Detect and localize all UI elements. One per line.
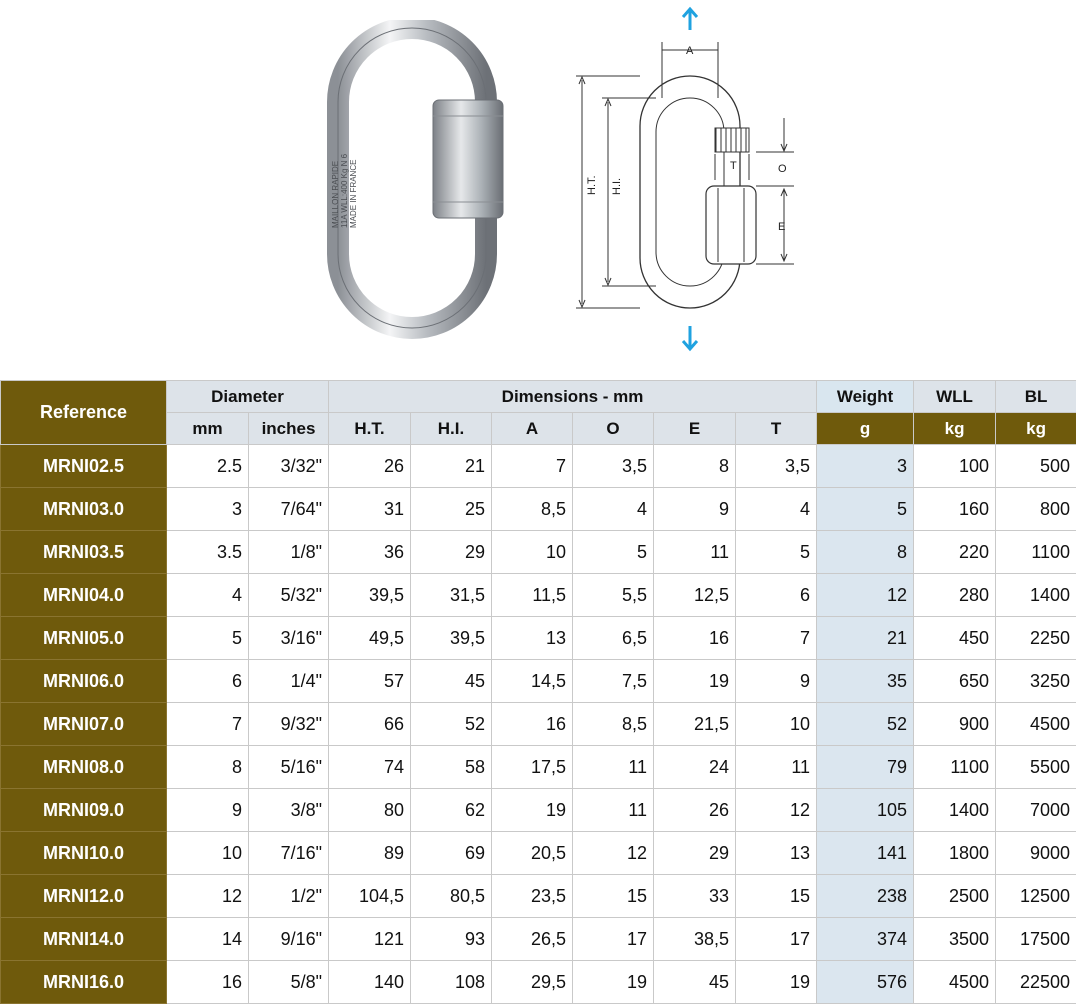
wll-cell: 220	[914, 531, 996, 574]
engraving-line-1: MAILLON RAPIDE	[331, 161, 340, 228]
bl-cell: 500	[996, 445, 1076, 488]
ht-cell: 49,5	[329, 617, 411, 660]
t-cell: 17	[736, 918, 817, 961]
table-row	[1, 746, 1076, 789]
reference-cell: MRNI07.0	[1, 703, 167, 746]
wll-cell: 4500	[914, 961, 996, 1004]
ht-cell: 31	[329, 488, 411, 531]
e-cell: 45	[654, 961, 736, 1004]
bl-cell: 2250	[996, 617, 1076, 660]
hi-cell: 39,5	[411, 617, 492, 660]
reference-cell: MRNI05.0	[1, 617, 167, 660]
wll-cell: 900	[914, 703, 996, 746]
diameter-mm-cell: 3	[167, 488, 249, 531]
reference-cell: MRNI06.0	[1, 660, 167, 703]
table-row	[1, 574, 1076, 617]
reference-cell: MRNI03.0	[1, 488, 167, 531]
subheader-wll-unit: kg	[914, 413, 996, 445]
t-cell: 6	[736, 574, 817, 617]
o-cell: 6,5	[573, 617, 654, 660]
t-cell: 3,5	[736, 445, 817, 488]
weight-cell: 5	[817, 488, 914, 531]
e-cell: 19	[654, 660, 736, 703]
ht-cell: 140	[329, 961, 411, 1004]
diameter-mm-cell: 9	[167, 789, 249, 832]
ht-cell: 121	[329, 918, 411, 961]
ht-cell: 80	[329, 789, 411, 832]
diagram-label-hi: H.I.	[611, 178, 623, 195]
a-cell: 19	[492, 789, 573, 832]
o-cell: 11	[573, 746, 654, 789]
e-cell: 33	[654, 875, 736, 918]
o-cell: 4	[573, 488, 654, 531]
diameter-mm-cell: 12	[167, 875, 249, 918]
weight-cell: 576	[817, 961, 914, 1004]
diameter-mm-cell: 14	[167, 918, 249, 961]
diameter-mm-cell: 7	[167, 703, 249, 746]
e-cell: 12,5	[654, 574, 736, 617]
diagram-label-t: T	[730, 160, 737, 172]
weight-cell: 52	[817, 703, 914, 746]
engraving-line-2: 11A WLL:400 Kg N 6	[340, 153, 349, 228]
hi-cell: 52	[411, 703, 492, 746]
bl-cell: 4500	[996, 703, 1076, 746]
subheader-e: E	[654, 413, 736, 445]
a-cell: 17,5	[492, 746, 573, 789]
diameter-header: Diameter	[167, 381, 329, 413]
diameter-mm-cell: 2.5	[167, 445, 249, 488]
a-cell: 20,5	[492, 832, 573, 875]
table-row	[1, 660, 1076, 703]
hi-cell: 80,5	[411, 875, 492, 918]
t-cell: 15	[736, 875, 817, 918]
load-arrow-up-icon	[683, 9, 697, 30]
a-cell: 23,5	[492, 875, 573, 918]
diameter-inches-cell: 1/4"	[249, 660, 329, 703]
o-cell: 7,5	[573, 660, 654, 703]
a-cell: 16	[492, 703, 573, 746]
e-cell: 16	[654, 617, 736, 660]
table-row	[1, 875, 1076, 918]
o-cell: 5	[573, 531, 654, 574]
diameter-inches-cell: 1/8"	[249, 531, 329, 574]
t-cell: 10	[736, 703, 817, 746]
diameter-mm-cell: 5	[167, 617, 249, 660]
table-row	[1, 531, 1076, 574]
bl-cell: 12500	[996, 875, 1076, 918]
t-cell: 9	[736, 660, 817, 703]
diameter-inches-cell: 3/8"	[249, 789, 329, 832]
o-cell: 11	[573, 789, 654, 832]
weight-cell: 21	[817, 617, 914, 660]
weight-cell: 141	[817, 832, 914, 875]
table-row	[1, 703, 1076, 746]
quick-link-photo	[320, 20, 520, 340]
a-cell: 11,5	[492, 574, 573, 617]
a-cell: 26,5	[492, 918, 573, 961]
t-cell: 12	[736, 789, 817, 832]
weight-header: Weight	[817, 381, 914, 413]
reference-cell: MRNI08.0	[1, 746, 167, 789]
ht-cell: 74	[329, 746, 411, 789]
weight-cell: 8	[817, 531, 914, 574]
reference-cell: MRNI12.0	[1, 875, 167, 918]
diameter-mm-cell: 6	[167, 660, 249, 703]
hi-cell: 108	[411, 961, 492, 1004]
o-cell: 3,5	[573, 445, 654, 488]
reference-cell: MRNI16.0	[1, 961, 167, 1004]
wll-cell: 100	[914, 445, 996, 488]
e-cell: 21,5	[654, 703, 736, 746]
a-cell: 7	[492, 445, 573, 488]
diagram-label-a: A	[686, 45, 694, 57]
load-arrow-down-icon	[683, 326, 697, 349]
table-row	[1, 488, 1076, 531]
hi-cell: 21	[411, 445, 492, 488]
diameter-inches-cell: 3/16"	[249, 617, 329, 660]
t-cell: 13	[736, 832, 817, 875]
wll-cell: 1800	[914, 832, 996, 875]
reference-cell: MRNI09.0	[1, 789, 167, 832]
hi-cell: 25	[411, 488, 492, 531]
o-cell: 17	[573, 918, 654, 961]
diameter-inches-cell: 5/8"	[249, 961, 329, 1004]
table-row	[1, 445, 1076, 488]
reference-cell: MRNI14.0	[1, 918, 167, 961]
subheader-bl-unit: kg	[996, 413, 1076, 445]
o-cell: 15	[573, 875, 654, 918]
bl-cell: 3250	[996, 660, 1076, 703]
wll-cell: 3500	[914, 918, 996, 961]
a-cell: 10	[492, 531, 573, 574]
table-row	[1, 617, 1076, 660]
reference-header: Reference	[1, 381, 167, 445]
diameter-inches-cell: 3/32"	[249, 445, 329, 488]
wll-cell: 160	[914, 488, 996, 531]
table-body	[1, 445, 1076, 1004]
diagram-label-e: E	[778, 221, 785, 233]
diameter-inches-cell: 1/2"	[249, 875, 329, 918]
diameter-inches-cell: 5/16"	[249, 746, 329, 789]
wll-cell: 650	[914, 660, 996, 703]
engraving-line-3: MADE IN FRANCE	[349, 160, 358, 228]
diameter-inches-cell: 5/32"	[249, 574, 329, 617]
wll-cell: 450	[914, 617, 996, 660]
reference-cell: MRNI04.0	[1, 574, 167, 617]
o-cell: 12	[573, 832, 654, 875]
wll-cell: 1100	[914, 746, 996, 789]
table-row	[1, 832, 1076, 875]
table-row	[1, 789, 1076, 832]
ht-cell: 104,5	[329, 875, 411, 918]
e-cell: 24	[654, 746, 736, 789]
wll-header: WLL	[914, 381, 996, 413]
ht-cell: 66	[329, 703, 411, 746]
wll-cell: 2500	[914, 875, 996, 918]
table-row	[1, 918, 1076, 961]
diameter-mm-cell: 10	[167, 832, 249, 875]
subheader-a: A	[492, 413, 573, 445]
bl-cell: 1400	[996, 574, 1076, 617]
weight-cell: 374	[817, 918, 914, 961]
diameter-inches-cell: 9/16"	[249, 918, 329, 961]
diameter-mm-cell: 16	[167, 961, 249, 1004]
weight-cell: 105	[817, 789, 914, 832]
subheader-mm: mm	[167, 413, 249, 445]
ht-cell: 36	[329, 531, 411, 574]
a-cell: 13	[492, 617, 573, 660]
weight-cell: 238	[817, 875, 914, 918]
diameter-mm-cell: 8	[167, 746, 249, 789]
e-cell: 38,5	[654, 918, 736, 961]
dimensions-header: Dimensions - mm	[329, 381, 817, 413]
bl-cell: 7000	[996, 789, 1076, 832]
a-cell: 14,5	[492, 660, 573, 703]
e-cell: 8	[654, 445, 736, 488]
hi-cell: 69	[411, 832, 492, 875]
diagram-label-ht: H.T.	[586, 175, 598, 195]
bl-cell: 22500	[996, 961, 1076, 1004]
ht-cell: 39,5	[329, 574, 411, 617]
e-cell: 26	[654, 789, 736, 832]
hi-cell: 29	[411, 531, 492, 574]
ht-cell: 57	[329, 660, 411, 703]
reference-cell: MRNI03.5	[1, 531, 167, 574]
ht-cell: 26	[329, 445, 411, 488]
t-cell: 4	[736, 488, 817, 531]
bl-header: BL	[996, 381, 1076, 413]
bl-cell: 5500	[996, 746, 1076, 789]
diagram-label-o: O	[778, 163, 787, 175]
t-cell: 7	[736, 617, 817, 660]
weight-cell: 79	[817, 746, 914, 789]
subheader-o: O	[573, 413, 654, 445]
subheader-t: T	[736, 413, 817, 445]
t-cell: 5	[736, 531, 817, 574]
t-cell: 19	[736, 961, 817, 1004]
o-cell: 8,5	[573, 703, 654, 746]
o-cell: 5,5	[573, 574, 654, 617]
reference-cell: MRNI10.0	[1, 832, 167, 875]
diameter-inches-cell: 9/32"	[249, 703, 329, 746]
subheader-inches: inches	[249, 413, 329, 445]
subheader-weight-unit: g	[817, 413, 914, 445]
a-cell: 8,5	[492, 488, 573, 531]
diameter-inches-cell: 7/16"	[249, 832, 329, 875]
subheader-ht: H.T.	[329, 413, 411, 445]
hi-cell: 62	[411, 789, 492, 832]
product-figure-area	[0, 0, 1076, 380]
weight-cell: 35	[817, 660, 914, 703]
bl-cell: 1100	[996, 531, 1076, 574]
hi-cell: 58	[411, 746, 492, 789]
wll-cell: 1400	[914, 789, 996, 832]
e-cell: 11	[654, 531, 736, 574]
a-cell: 29,5	[492, 961, 573, 1004]
bl-cell: 17500	[996, 918, 1076, 961]
bl-cell: 800	[996, 488, 1076, 531]
o-cell: 19	[573, 961, 654, 1004]
specification-table	[0, 380, 1076, 1004]
diameter-inches-cell: 7/64"	[249, 488, 329, 531]
hi-cell: 45	[411, 660, 492, 703]
weight-cell: 12	[817, 574, 914, 617]
subheader-hi: H.I.	[411, 413, 492, 445]
bl-cell: 9000	[996, 832, 1076, 875]
hi-cell: 93	[411, 918, 492, 961]
table-row	[1, 961, 1076, 1004]
wll-cell: 280	[914, 574, 996, 617]
reference-cell: MRNI02.5	[1, 445, 167, 488]
e-cell: 9	[654, 488, 736, 531]
diameter-mm-cell: 3.5	[167, 531, 249, 574]
diameter-mm-cell: 4	[167, 574, 249, 617]
ht-cell: 89	[329, 832, 411, 875]
dimension-diagram	[570, 0, 810, 360]
e-cell: 29	[654, 832, 736, 875]
hi-cell: 31,5	[411, 574, 492, 617]
weight-cell: 3	[817, 445, 914, 488]
t-cell: 11	[736, 746, 817, 789]
